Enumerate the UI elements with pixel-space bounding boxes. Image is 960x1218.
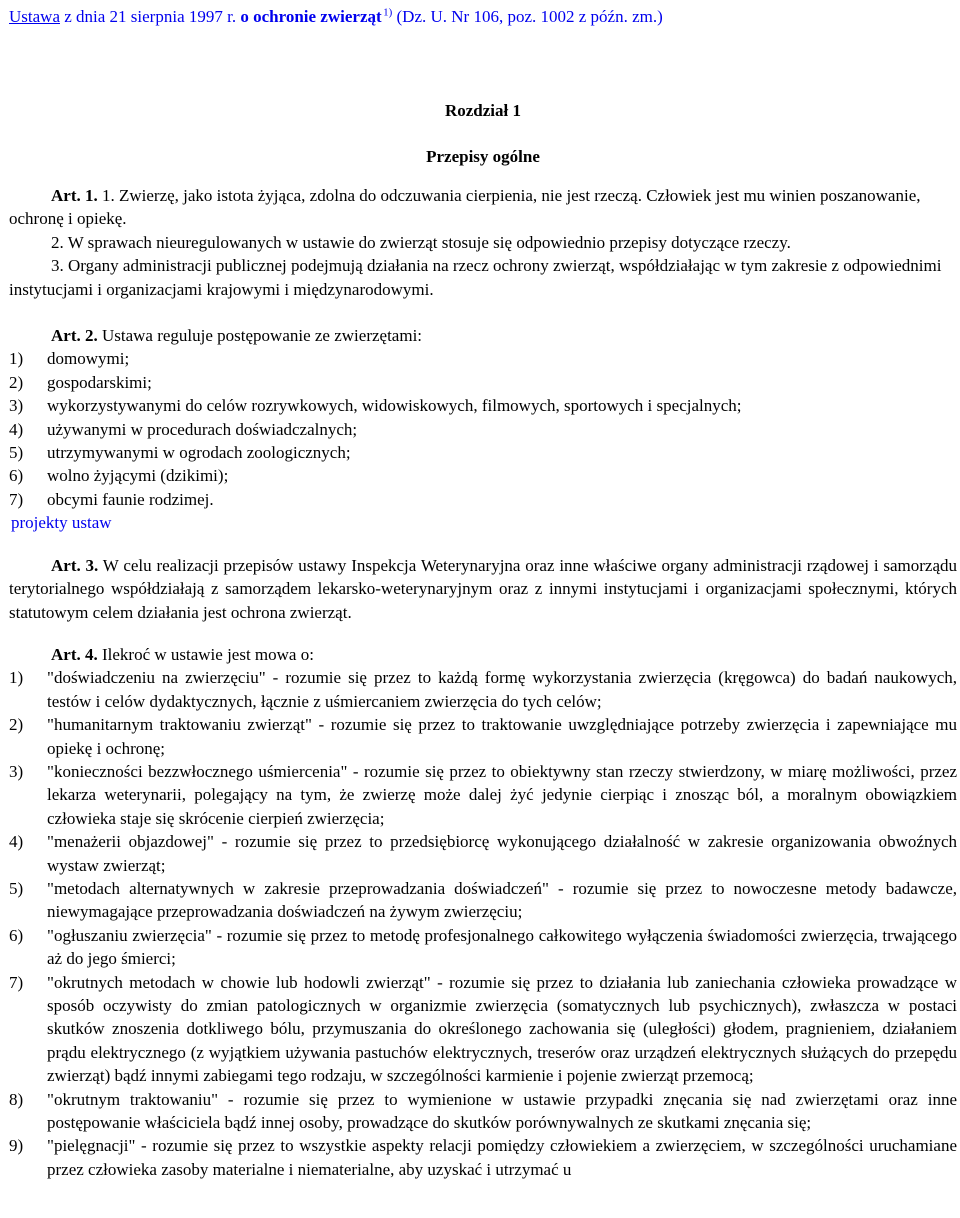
art2-list [9,347,957,511]
definition-text: "ogłuszaniu zwierzęcia" - rozumie się przez to metodę profesjonalnego całkowitego wyłączenia świadomości zwierzęcia, trwającego aż do jego śmierci; [47,925,957,969]
list-item-text: obcymi faunie rodzimej. [47,489,214,509]
act-source: (Dz. U. Nr 106, poz. 1002 z późn. zm.) [392,7,663,26]
definition-text: "menażerii objazdowej" - rozumie się przez to przedsiębiorcę wykonującego działalność w zakresie organizowania obwoźnych wystaw zwierząt; [47,832,957,875]
definition-item [9,830,957,877]
chapter-title: Przepisy ogólne [426,147,540,166]
definition-item [9,666,957,713]
act-title [9,6,957,28]
definition-item [9,1134,957,1181]
list-item-num: 2) [9,372,24,392]
art4-intro [9,643,957,666]
list-item-num: 1) [9,349,24,369]
article-1 [9,184,957,301]
draft-laws-link[interactable]: projekty ustaw [11,513,112,533]
definition-text: "konieczności bezzwłocznego uśmiercenia" - rozumie się przez to obiektywny stan rzeczy stwierdzony, w miarę możliwości, przez lekarza weterynarii, polegający na tym, że zwierzę może dalej żyć jedynie cierpiąc i znosząc ból, a moralnym obowiązkiem człowieka staje się skrócenie cierpień zwierzęcia; [47,761,957,828]
list-item [9,394,957,417]
article-2 [9,324,957,535]
art1-p1-num: 1. [101,186,115,205]
list-item-text: gospodarskimi; [47,372,152,392]
definition-num: 4) [9,832,24,852]
definition-num: 7) [9,972,24,992]
art4-label: Art. 4. [51,644,98,664]
art3-body: W celu realizacji przepisów ustawy Inspekcja Weterynaryjna oraz inne właściwe organy administracji rządowej i samorządu terytorialnego współdziałają z samorządem lekarsko-weterynaryjnym oraz z innymi instytucjami i organizacjami społecznymi, których statutowym celem działania jest ochrona zwierząt. [9,555,957,622]
law-link[interactable]: Ustawa [9,7,60,26]
definition-item [9,971,957,1088]
list-item [9,371,957,394]
list-item-num: 6) [9,466,24,486]
list-item-text: wykorzystywanymi do celów rozrywkowych, widowiskowych, filmowych, sportowych i specjalnych; [47,396,742,416]
art2-intro [9,324,957,347]
list-item-num: 5) [9,443,24,463]
definition-num: 1) [9,668,24,688]
list-item [9,488,957,511]
art1-para-3: 3. Organy administracji publicznej podejmują działania na rzecz ochrony zwierząt, współdziałając w tym zakresie z odpowiednimi instytucjami i organizacjami krajowymi i międzynarodowymi. [9,256,942,299]
definition-item [9,713,957,760]
definition-num: 3) [9,761,24,781]
list-item-text: domowymi; [47,349,130,369]
art3-label: Art. 3. [51,555,99,575]
article-4 [9,643,957,1181]
definition-num: 5) [9,878,24,898]
art4-definitions [9,666,957,1181]
list-item [9,347,957,370]
definition-text: "metodach alternatywnych w zakresie przeprowadzania doświadczeń" - rozumie się przez to nowoczesne metody badawcze, niewymagające przeprowadzania doświadczeń na żywym zwierzęciu; [47,878,957,922]
definition-text: "okrutnych metodach w chowie lub hodowli zwierząt" - rozumie się przez to działania lub zaniechania człowieka prowadzące w sposób oczywisty do zmian patologicznych w organizmie zwierzęcia (somatycznych lub psychicznych), zwłaszcza w postaci skutków znoszenia dotkliwego bólu, przymuszania do określonego zachowania się (uległości) głodem, pragnieniem, działaniem prądu elektrycznego (z wyjątkiem używania pastuchów elektrycznych, treserów oraz urządzeń elektrycznych służących do przepędu zwierząt) bądź innymi zabiegami tego rodzaju, w szczególności karmienie i pojenie zwierząt przemocą; [47,972,957,1086]
definition-item [9,924,957,971]
list-item-text: utrzymywanymi w ogrodach zoologicznych; [47,443,351,463]
chapter-number: Rozdział 1 [444,101,522,120]
list-item [9,441,957,464]
definition-num: 6) [9,925,24,945]
art1-para-2: 2. W sprawach nieuregulowanych w ustawie do zwierząt stosuje się odpowiednio przepisy dotyczące rzeczy. [51,232,791,252]
definition-num: 8) [9,1089,24,1109]
definition-item [9,1088,957,1135]
document-page [9,0,957,1181]
list-item-text: używanymi w procedurach doświadczalnych; [47,419,358,439]
definition-num: 9) [9,1136,24,1156]
footnote-ref[interactable]: 1) [383,6,393,19]
definition-text: "humanitarnym traktowaniu zwierząt" - rozumie się przez to traktowanie uwzględniające potrzeby zwierzęcia i zapewniające mu opiekę i ochronę; [47,715,957,758]
art2-label: Art. 2. [51,326,98,346]
list-item-num: 3) [9,396,24,416]
list-item-num: 4) [9,419,24,439]
art3-text [9,554,957,624]
definition-text: "pielęgnacji" - rozumie się przez to wszystkie aspekty relacji pomiędzy człowiekiem a zwierzęciem, w szczególności uruchamiane przez człowieka zasoby materialne i niematerialne, aby uzyskać i utrzymać u [47,1136,957,1179]
list-item [9,464,957,487]
act-name: o ochronie zwierząt [240,7,382,26]
definition-item [9,877,957,924]
definition-text: "doświadczeniu na zwierzęciu" - rozumie się przez to każdą formę wykorzystania zwierzęcia (kręgowca) do badań naukowych, testów i celów dydaktycznych, łącznie z uśmiercaniem zwierzęcia do tych celów; [47,668,957,711]
definition-num: 2) [9,715,24,735]
definition-text: "okrutnym traktowaniu" - rozumie się przez to wymienione w ustawie przypadki znęcania się nad zwierzętami oraz inne postępowanie właściciela bądź innej osoby, prowadzące do skutków porównywalnych ze skutkami znęcania się; [47,1089,957,1133]
art1-para-1 [9,184,957,231]
definition-item [9,760,957,830]
list-item-num: 7) [9,489,24,509]
list-item [9,418,957,441]
art4-intro-text: Ilekroć w ustawie jest mowa o: [97,644,314,664]
art1-p1-text: Zwierzę, jako istota żyjąca, zdolna do odczuwania cierpienia, nie jest rzeczą. Człowiek jest mu winien poszanowanie, ochronę i opiekę. [9,186,921,229]
art1-label: Art. 1. [51,186,98,205]
art2-intro-text: Ustawa reguluje postępowanie ze zwierzętami: [97,326,423,346]
article-3 [9,554,957,624]
act-date: z dnia 21 sierpnia 1997 r. [59,7,241,26]
list-item-text: wolno żyjącymi (dzikimi); [47,466,229,486]
